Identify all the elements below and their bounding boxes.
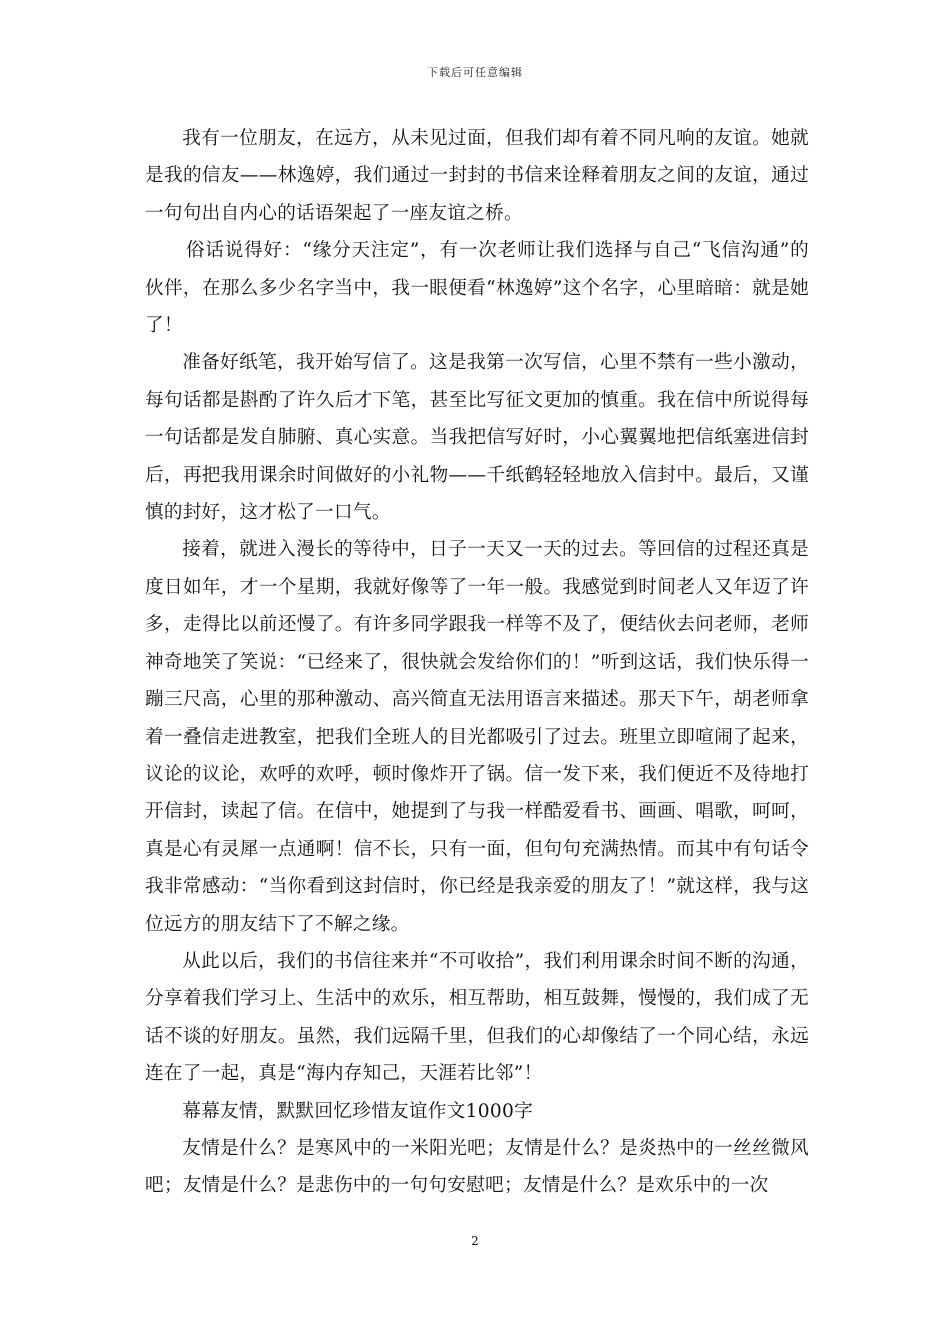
paragraph-2: 俗话说得好：“缘分天注定”，有一次老师让我们选择与自己“飞信沟通”的伙伴，在那么多少名字当中，我一眼便看“林逸婷”这个名字，心里暗暗：就是她了！ bbox=[145, 240, 809, 337]
paragraph-4: 接着，就进入漫长的等待中，日子一天又一天的过去。等回信的过程还真是度日如年，才一个星期，我就好像等了一年一般。我感觉到时间老人又年迈了许多，走得比以前还慢了。有许多同学跟我一样等不及了，便结伙去问老师，老师神奇地笑了笑说：“已经来了，很快就会发给你们的！”听到这话，我们快乐得一蹦三尺高，心里的那种激动、高兴简直无法用语言来描述。那天下午，胡老师拿着一叠信走进教室，把我们全班人的目光都吸引了过去。班里立即喧闹了起来，议论的议论，欢呼的欢呼，顿时像炸开了锅。信一发下来，我们便近不及待地打开信封，读起了信。在信中，她提到了与我一样酷爱看书、画画、唱歌，呵呵，真是心有灵犀一点通啊！信不长，只有一面，但句句充满热情。而其中有句话令我非常感动：“当你看到这封信时，你已经是我亲爱的朋友了！”就这样，我与这位远方的朋友结下了不解之缘。 bbox=[145, 539, 809, 935]
paragraph-6: 友情是什么？是寒风中的一米阳光吧；友情是什么？是炎热中的一丝丝微风吧；友情是什么？是悲伤中的一句句安慰吧；友情是什么？是欢乐中的一次 bbox=[145, 1137, 809, 1197]
paragraph-5: 从此以后，我们的书信往来并“不可收拾”，我们利用课余时间不断的沟通，分享着我们学习上、生活中的欢乐，相互帮助，相互鼓舞，慢慢的，我们成了无话不谈的好朋友。虽然，我们远隔千里，但我们的心却像结了一个同心结，永远连在了一起，真是“海内存知己，天涯若比邻”！ bbox=[145, 950, 809, 1085]
page-header: 下载后可任意编辑 bbox=[427, 66, 523, 79]
section-title: 幕幕友情，默默回忆珍惜友谊作文1000字 bbox=[182, 1100, 534, 1122]
paragraph-3: 准备好纸笔，我开始写信了。这是我第一次写信，心里不禁有一些小激动，每句话都是斟酌了许久后才下笔，甚至比写征文更加的慎重。我在信中所说得每一句话都是发自肺腑、真心实意。当我把信写好时，小心翼翼地把信纸塞进信封后，再把我用课余时间做好的小礼物——千纸鹤轻轻地放入信封中。最后，又谨慎的封好，这才松了一口气。 bbox=[145, 352, 809, 524]
paragraph-1: 我有一位朋友，在远方，从未见过面，但我们却有着不同凡响的友谊。她就是我的信友——林逸婷，我们通过一封封的书信来诠释着朋友之间的友谊，通过一句句出自内心的话语架起了一座友谊之桥。 bbox=[145, 128, 809, 224]
page-number: 2 bbox=[471, 1234, 479, 1248]
document-body bbox=[145, 120, 809, 1205]
